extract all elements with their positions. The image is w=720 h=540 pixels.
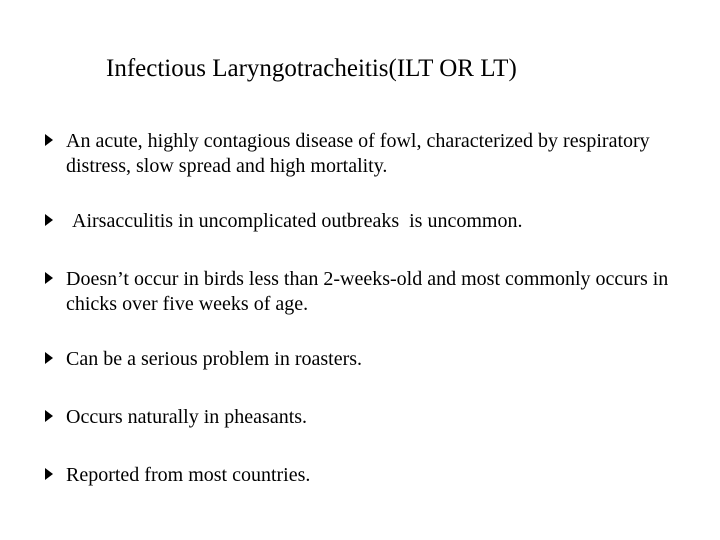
triangle-bullet-icon (45, 352, 53, 364)
triangle-bullet-icon (45, 272, 53, 284)
triangle-bullet-icon (45, 134, 53, 146)
bullet-text: Occurs naturally in pheasants. (66, 406, 308, 428)
bullet-text: Reported from most countries. (66, 464, 311, 486)
triangle-bullet-icon (45, 468, 53, 480)
bullet-text: Can be a serious problem in roasters. (66, 348, 363, 370)
triangle-bullet-icon (45, 214, 53, 226)
triangle-bullet-icon (45, 410, 53, 422)
bullet-text: Doesn’t occur in birds less than 2-weeks-old and most commonly occurs in chicks over five weeks of age. (66, 268, 669, 315)
bullet-text: An acute, highly contagious disease of fowl, characterized by respiratory distress, slow spread and high mortality. (66, 130, 650, 177)
slide-title: Infectious Laryngotracheitis(ILT OR LT) (106, 55, 517, 82)
bullet-text: Airsacculitis in uncomplicated outbreaks is uncommon. (72, 210, 523, 232)
